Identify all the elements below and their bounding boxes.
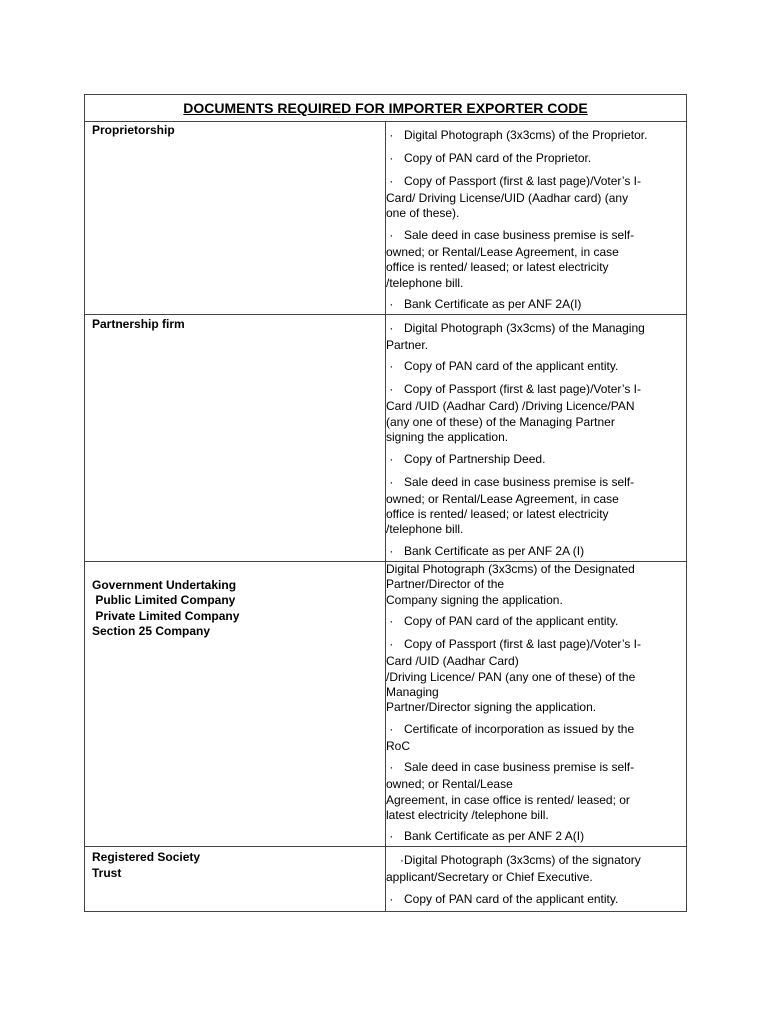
requirement-line: Card/ Driving License/UID (Aadhar card) (any [386,191,629,205]
bullet-icon: · [386,760,394,775]
bullet-icon: · [386,721,394,736]
category-name: Proprietorship [92,123,175,137]
requirements-cell [386,847,687,911]
requirement-line: owned; or Rental/Lease Agreement, in case [386,244,619,259]
section-row-proprietorship [85,122,687,315]
requirement-line: /telephone bill. [386,522,464,537]
requirements-list [386,315,686,561]
requirement-line: RoC [386,738,411,753]
bullet-icon: · [386,297,394,312]
requirement-line: · Digital Photograph (3x3cms) of the Managing [386,321,645,336]
bullet-icon: · [386,359,394,374]
requirement-item [386,353,686,376]
requirement-line: · Digital Photograph (3x3cms) of the Proprietor. [386,128,648,142]
requirements-cell [386,561,687,846]
requirement-item [386,754,686,823]
requirement-line: signing the application. [386,430,509,445]
requirement-line: ·Digital Photograph (3x3cms) of the signatory [386,853,641,868]
requirement-item [386,886,686,909]
section-row-company [85,561,687,846]
bullet-icon: · [386,151,394,165]
requirement-line: Partner. [386,338,429,353]
category-cell [85,315,386,562]
requirement-line: · Sale deed in case business premise is self- [386,227,635,242]
requirement-item [386,315,686,353]
bullet-icon: · [386,174,394,188]
requirement-item [386,145,686,168]
requirements-cell [386,122,687,315]
requirement-line: · Copy of PAN card of the Proprietor. [386,151,592,165]
section-row-society-trust [85,847,687,911]
bullet-icon: · [386,614,394,629]
requirement-line: · Sale deed in case business premise is self- [386,760,635,775]
bullet-icon: · [386,891,394,906]
requirement-line: /Driving Licence/ PAN (any one of these) of the [386,669,636,684]
requirement-item [386,823,686,846]
requirements-table [84,94,687,912]
requirement-line: · Bank Certificate as per ANF 2A(I) [386,297,582,312]
requirement-item [386,446,686,469]
requirement-line: office is rented/ leased; or latest electricity [386,507,609,522]
category-names [85,847,385,881]
requirement-line: · Copy of PAN card of the applicant entity. [386,614,619,629]
category-cell [85,561,386,846]
requirement-item [386,168,686,222]
title-row [85,95,687,122]
bullet-icon: · [386,543,394,558]
requirement-item [386,376,686,445]
requirements-cell [386,315,687,562]
table-title: DOCUMENTS REQUIRED FOR IMPORTER EXPORTER CODE [85,95,687,122]
requirement-line: Company signing the application. [386,592,563,607]
category-cell [85,122,386,315]
requirement-line: · Certificate of incorporation as issued by the [386,721,635,736]
category-names [85,562,385,640]
category-name: Trust [92,865,122,880]
requirement-item [386,469,686,538]
category-name: Registered Society [92,850,201,865]
category-cell [85,847,386,911]
category-names [85,122,385,138]
requirement-line: · Copy of Passport (first & last page)/Voter’s I- [386,382,641,397]
requirement-line: Agreement, in case office is rented/ leased; or [386,792,630,807]
requirement-line: · Copy of PAN card of the applicant entity. [386,359,619,374]
requirement-line: · Copy of Passport (first & last page)/Voter’s I- [386,174,641,188]
requirement-line: · Copy of Passport (first & last page)/Voter’s I- [386,637,641,652]
requirements-list [386,122,686,314]
category-names [85,315,385,332]
category-name: Section 25 Company [92,624,211,639]
bullet-icon: · [386,321,394,336]
requirement-line: Card /UID (Aadhar Card) /Driving Licence/PAN [386,399,635,414]
requirement-line: · Bank Certificate as per ANF 2 A(I) [386,829,585,844]
bullet-icon: · [386,829,394,844]
requirement-line: (any one of these) of the Managing Partner [386,414,615,429]
requirement-line: Partner/Director signing the application. [386,700,597,715]
category-name: Private Limited Company [92,608,240,623]
bullet-icon: · [386,474,394,489]
bullet-icon: · [386,853,404,868]
requirement-line: latest electricity /telephone bill. [386,807,549,822]
requirements-list [386,847,686,908]
section-row-partnership [85,315,687,562]
requirement-item [386,847,686,885]
requirement-line: owned; or Rental/Lease Agreement, in case [386,491,619,506]
bullet-icon: · [386,382,394,397]
requirement-item [386,562,686,608]
requirement-item [386,291,686,314]
requirement-item [386,122,686,145]
requirement-line: Managing [386,684,439,699]
requirement-item [386,538,686,561]
requirement-item [386,716,686,754]
requirement-line: · Sale deed in case business premise is self- [386,474,635,489]
bullet-icon: · [386,451,394,466]
requirement-line: applicant/Secretary or Chief Executive. [386,870,593,885]
requirement-line: · Copy of Partnership Deed. [386,451,546,466]
category-name: Partnership firm [92,317,185,332]
bullet-icon: · [386,637,394,652]
requirement-line: Card /UID (Aadhar Card) [386,654,519,669]
bullet-icon: · [386,128,394,142]
requirements-list [386,562,686,846]
requirement-item [386,631,686,716]
requirement-item [386,608,686,631]
requirement-line: /telephone bill. [386,275,464,290]
requirement-line: Partner/Director of the [386,577,505,592]
bullet-icon: · [386,227,394,242]
requirement-line: one of these). [386,206,460,221]
requirement-line: office is rented/ leased; or latest electricity [386,260,609,275]
requirement-line: · Copy of PAN card of the applicant entity. [386,891,619,906]
requirement-item [386,222,686,291]
requirement-line: owned; or Rental/Lease [386,777,513,792]
category-name: Public Limited Company [92,593,236,608]
requirement-line: · Bank Certificate as per ANF 2A (I) [386,543,585,558]
requirement-line: Digital Photograph (3x3cms) of the Designated [386,561,635,576]
category-name: Government Undertaking [92,577,237,592]
